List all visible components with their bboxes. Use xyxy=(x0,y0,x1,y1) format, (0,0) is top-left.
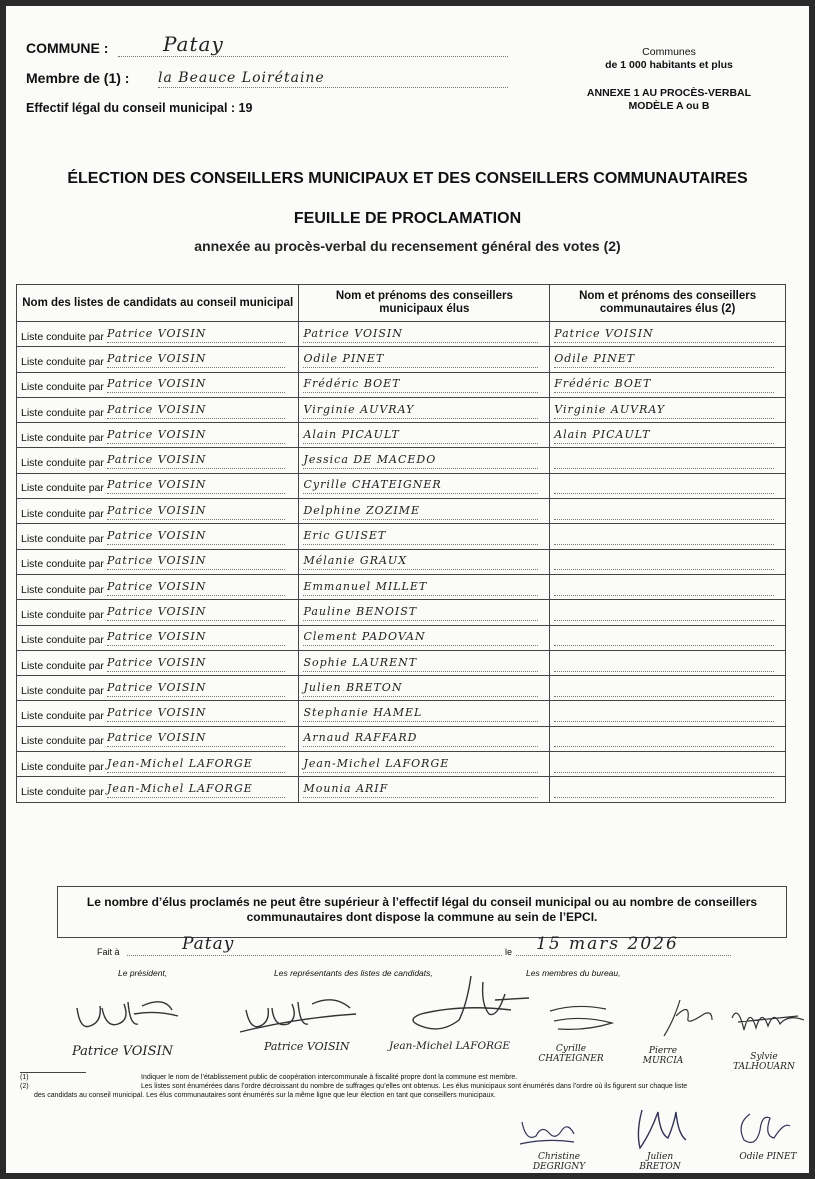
municipal-cell xyxy=(299,448,550,473)
communautaire-cell xyxy=(550,473,786,498)
row-label: Liste conduite par xyxy=(21,381,104,394)
communes-category xyxy=(589,46,749,72)
municipal-cell xyxy=(299,650,550,675)
rep2-name: Jean-Michel LAFORGE xyxy=(389,1040,511,1052)
communautaire-cell xyxy=(550,549,786,574)
municipal-cell xyxy=(299,372,550,397)
bureau6-name: Odile PINET xyxy=(739,1152,797,1162)
municipal-elu-name: Eric GUISET xyxy=(303,528,538,545)
row-label: Liste conduite par xyxy=(21,533,104,546)
list-head-name: Patrice VOISIN xyxy=(107,503,285,520)
bureau-caption: Les membres du bureau, xyxy=(526,968,621,978)
municipal-elu-name: Stephanie HAMEL xyxy=(303,705,538,722)
row-label: Liste conduite par xyxy=(21,431,104,444)
list-head-name: Jean-Michel LAFORGE xyxy=(107,781,285,798)
footnote2-mark: (2) xyxy=(20,1083,29,1090)
bureau1-name: Cyrille CHATEIGNER xyxy=(538,1044,604,1064)
municipal-elu-name: Delphine ZOZIME xyxy=(303,503,538,520)
table-row xyxy=(17,777,786,802)
bureau3-name: Sylvie TALHOUARN xyxy=(733,1052,795,1072)
row-label: Liste conduite par xyxy=(21,558,104,571)
municipal-elu-name: Jessica DE MACEDO xyxy=(303,452,538,469)
fait-lieu: Patay xyxy=(182,934,235,954)
communautaire-elu-name xyxy=(554,553,774,570)
municipal-cell xyxy=(299,600,550,625)
list-cell xyxy=(17,322,299,347)
list-head-name: Patrice VOISIN xyxy=(107,730,285,747)
municipal-elu-name: Clement PADOVAN xyxy=(303,629,538,646)
document-title: ÉLECTION DES CONSEILLERS MUNICIPAUX ET DES CONSEILLERS COMMUNAUTAIRES xyxy=(67,170,748,187)
municipal-elu-name: Mélanie GRAUX xyxy=(303,553,538,570)
communautaire-elu-name: Odile PINET xyxy=(554,351,774,368)
list-cell xyxy=(17,549,299,574)
list-cell xyxy=(17,676,299,701)
municipal-elu-name: Emmanuel MILLET xyxy=(303,579,538,596)
list-head-name: Patrice VOISIN xyxy=(107,427,285,444)
list-cell xyxy=(17,347,299,372)
list-cell xyxy=(17,372,299,397)
feuille-title: FEUILLE DE PROCLAMATION xyxy=(293,210,522,227)
signature-rep2-icon xyxy=(401,974,531,1036)
table-row xyxy=(17,372,786,397)
membre-value: la Beauce Loirétaine xyxy=(158,70,325,86)
row-label: Liste conduite par xyxy=(21,583,104,596)
list-head-name: Patrice VOISIN xyxy=(107,629,285,646)
communautaire-elu-name xyxy=(554,452,774,469)
table-row xyxy=(17,397,786,422)
municipal-elu-name: Virginie AUVRAY xyxy=(303,402,538,419)
municipal-elu-name: Pauline BENOIST xyxy=(303,604,538,621)
communautaire-elu-name xyxy=(554,604,774,621)
commune-label: COMMUNE xyxy=(26,40,100,56)
municipal-cell xyxy=(299,473,550,498)
list-head-name: Patrice VOISIN xyxy=(107,351,285,368)
communautaire-elu-name xyxy=(554,680,774,697)
communautaire-cell xyxy=(550,752,786,777)
table-row xyxy=(17,726,786,751)
list-cell xyxy=(17,625,299,650)
row-label: Liste conduite par xyxy=(21,659,104,672)
row-label: Liste conduite par xyxy=(21,735,104,748)
table-row xyxy=(17,347,786,372)
municipal-cell xyxy=(299,549,550,574)
communautaire-cell xyxy=(550,777,786,802)
list-head-name: Patrice VOISIN xyxy=(107,553,285,570)
communautaire-cell xyxy=(550,701,786,726)
communautaire-elu-name xyxy=(554,477,774,494)
annexee-subtitle: annexée au procès-verbal du recensement général des votes (2) xyxy=(194,238,621,254)
communautaire-elu-name xyxy=(554,528,774,545)
list-head-name: Patrice VOISIN xyxy=(107,402,285,419)
table-row xyxy=(17,752,786,777)
signature-bureau1-icon xyxy=(546,1001,616,1036)
col-header-listes: Nom des listes de candidats au conseil municipal xyxy=(17,285,299,322)
list-cell xyxy=(17,701,299,726)
row-label: Liste conduite par xyxy=(21,785,104,798)
list-head-name: Patrice VOISIN xyxy=(107,376,285,393)
membre-row: Membre de (1) : xyxy=(26,70,130,86)
commune-value: Patay xyxy=(163,32,224,56)
bureau5-name: Julien BRETON xyxy=(639,1152,681,1172)
table-row xyxy=(17,574,786,599)
table-row xyxy=(17,499,786,524)
signature-bureau2-icon xyxy=(646,996,716,1041)
municipal-elu-name: Arnaud RAFFARD xyxy=(303,730,538,747)
municipal-elu-name: Frédéric BOET xyxy=(303,376,538,393)
communautaire-elu-name xyxy=(554,705,774,722)
municipal-elu-name: Julien BRETON xyxy=(303,680,538,697)
list-cell xyxy=(17,777,299,802)
municipal-cell xyxy=(299,701,550,726)
municipal-elu-name: Odile PINET xyxy=(303,351,538,368)
footnote2-text-b: des candidats au conseil municipal. Les élus communautaires sont énumérés sur la même ligne que leur élection en tant que conseillers municipaux. xyxy=(34,1092,496,1099)
effectif-legal: Effectif légal du conseil municipal : 19 xyxy=(26,101,253,115)
list-cell xyxy=(17,397,299,422)
membre-field xyxy=(158,69,508,88)
row-label: Liste conduite par xyxy=(21,710,104,723)
signature-rep1-icon xyxy=(236,996,361,1036)
fait-label: Fait à xyxy=(97,947,120,957)
notice-box: Le nombre d’élus proclamés ne peut être supérieur à l’effectif légal du conseil municipal ou au nombre de conseillers communautaires dont dispose la commune au sein de l’EPCI. xyxy=(57,886,787,938)
rep1-name: Patrice VOISIN xyxy=(264,1040,350,1053)
representants-caption: Les représentants des listes de candidats, xyxy=(274,968,433,978)
fait-field xyxy=(127,934,502,956)
table-row xyxy=(17,448,786,473)
municipal-cell xyxy=(299,625,550,650)
annexe-line2: MODÈLE A ou B xyxy=(628,100,710,112)
list-cell xyxy=(17,600,299,625)
signature-president-icon xyxy=(72,996,182,1036)
municipal-elu-name: Patrice VOISIN xyxy=(303,326,538,343)
list-cell xyxy=(17,650,299,675)
list-cell xyxy=(17,473,299,498)
row-label: Liste conduite par xyxy=(21,684,104,697)
annexe-line1: ANNEXE 1 AU PROCÈS-VERBAL xyxy=(586,87,752,99)
row-label: Liste conduite par xyxy=(21,634,104,647)
municipal-elu-name: Alain PICAULT xyxy=(303,427,538,444)
municipal-cell xyxy=(299,574,550,599)
communautaire-elu-name xyxy=(554,730,774,747)
table-body xyxy=(17,322,786,803)
list-head-name: Patrice VOISIN xyxy=(107,655,285,672)
list-head-name: Patrice VOISIN xyxy=(107,579,285,596)
table-row xyxy=(17,322,786,347)
row-label: Liste conduite par xyxy=(21,406,104,419)
municipal-cell xyxy=(299,676,550,701)
communautaire-elu-name xyxy=(554,629,774,646)
municipal-elu-name: Cyrille CHATEIGNER xyxy=(303,477,538,494)
list-head-name: Patrice VOISIN xyxy=(107,326,285,343)
municipal-cell xyxy=(299,322,550,347)
table-header-row xyxy=(17,285,786,322)
municipal-cell xyxy=(299,347,550,372)
communautaire-cell xyxy=(550,574,786,599)
municipal-cell xyxy=(299,423,550,448)
communautaire-cell xyxy=(550,499,786,524)
list-head-name: Patrice VOISIN xyxy=(107,604,285,621)
commune-row: COMMUNE : xyxy=(26,40,109,56)
commune-field xyxy=(118,32,508,57)
communautaire-cell xyxy=(550,676,786,701)
table-row xyxy=(17,549,786,574)
list-head-name: Patrice VOISIN xyxy=(107,477,285,494)
elus-table xyxy=(16,284,786,803)
communautaire-elu-name xyxy=(554,579,774,596)
footnote1-mark: (1) xyxy=(20,1074,29,1081)
signature-bureau4-icon xyxy=(516,1116,578,1148)
list-cell xyxy=(17,574,299,599)
communautaire-cell xyxy=(550,347,786,372)
table-row xyxy=(17,524,786,549)
col-header-municipaux: Nom et prénoms des conseillers municipaux élus xyxy=(299,285,550,322)
signature-bureau3-icon xyxy=(728,1002,808,1037)
communautaire-elu-name: Alain PICAULT xyxy=(554,427,774,444)
list-head-name: Patrice VOISIN xyxy=(107,705,285,722)
communautaire-elu-name xyxy=(554,756,774,773)
table-row xyxy=(17,600,786,625)
list-cell xyxy=(17,448,299,473)
list-cell xyxy=(17,423,299,448)
communautaire-cell xyxy=(550,600,786,625)
table-row xyxy=(17,473,786,498)
municipal-cell xyxy=(299,777,550,802)
annexe-reference xyxy=(569,87,769,113)
table-row xyxy=(17,701,786,726)
list-head-name: Patrice VOISIN xyxy=(107,680,285,697)
municipal-cell xyxy=(299,499,550,524)
table-row xyxy=(17,650,786,675)
municipal-cell xyxy=(299,752,550,777)
president-name: Patrice VOISIN xyxy=(72,1044,173,1059)
list-head-name: Jean-Michel LAFORGE xyxy=(107,756,285,773)
communautaire-elu-name xyxy=(554,781,774,798)
municipal-cell xyxy=(299,524,550,549)
communautaire-elu-name: Patrice VOISIN xyxy=(554,326,774,343)
communautaire-cell xyxy=(550,625,786,650)
communautaire-cell xyxy=(550,322,786,347)
bureau4-name: Christine DEGRIGNY xyxy=(532,1152,586,1172)
le-label: le xyxy=(505,947,513,957)
proclamation-sheet xyxy=(6,6,809,1173)
row-label: Liste conduite par xyxy=(21,457,104,470)
row-label: Liste conduite par xyxy=(21,760,104,773)
row-label: Liste conduite par xyxy=(21,482,104,495)
municipal-elu-name: Sophie LAURENT xyxy=(303,655,538,672)
table-row xyxy=(17,676,786,701)
list-head-name: Patrice VOISIN xyxy=(107,528,285,545)
signature-bureau5-icon xyxy=(628,1104,690,1154)
bureau2-name: Pierre MURCIA xyxy=(642,1046,684,1066)
communautaire-cell xyxy=(550,524,786,549)
table-row xyxy=(17,625,786,650)
category-line1: Communes xyxy=(642,46,696,58)
list-cell xyxy=(17,752,299,777)
signature-bureau6-icon xyxy=(734,1104,794,1148)
president-caption: Le président, xyxy=(118,968,168,978)
footnote-rule xyxy=(20,1072,86,1073)
communautaire-cell xyxy=(550,423,786,448)
communautaire-cell xyxy=(550,372,786,397)
category-line2: de 1 000 habitants et plus xyxy=(605,59,733,71)
row-label: Liste conduite par xyxy=(21,507,104,520)
table-row xyxy=(17,423,786,448)
row-label: Liste conduite par xyxy=(21,355,104,368)
municipal-elu-name: Mounia ARIF xyxy=(303,781,538,798)
row-label: Liste conduite par xyxy=(21,608,104,621)
list-cell xyxy=(17,524,299,549)
list-cell xyxy=(17,726,299,751)
municipal-elu-name: Jean-Michel LAFORGE xyxy=(303,756,538,773)
communautaire-elu-name xyxy=(554,655,774,672)
list-head-name: Patrice VOISIN xyxy=(107,452,285,469)
communautaire-elu-name: Virginie AUVRAY xyxy=(554,402,774,419)
communautaire-cell xyxy=(550,397,786,422)
communautaire-elu-name: Frédéric BOET xyxy=(554,376,774,393)
footnote1-text: Indiquer le nom de l’établissement public de coopération intercommunale à fiscalité propre dont la commune est membre. xyxy=(141,1074,518,1081)
membre-label: Membre de (1) xyxy=(26,70,121,86)
municipal-cell xyxy=(299,726,550,751)
list-cell xyxy=(17,499,299,524)
communautaire-elu-name xyxy=(554,503,774,520)
row-label: Liste conduite par xyxy=(21,330,104,343)
fait-date: 15 mars 2026 xyxy=(536,934,679,954)
communautaire-cell xyxy=(550,448,786,473)
date-field xyxy=(516,934,731,956)
municipal-cell xyxy=(299,397,550,422)
communautaire-cell xyxy=(550,650,786,675)
footnote2-text-a: Les listes sont énumérées dans l’ordre décroissant du nombre de suffrages qu’elles ont obtenus. Les élus municipaux sont énumérés dans l’ordre où ils figurent sur chaque liste xyxy=(141,1083,688,1090)
col-header-communautaires: Nom et prénoms des conseillers communautaires élus (2) xyxy=(550,285,786,322)
communautaire-cell xyxy=(550,726,786,751)
